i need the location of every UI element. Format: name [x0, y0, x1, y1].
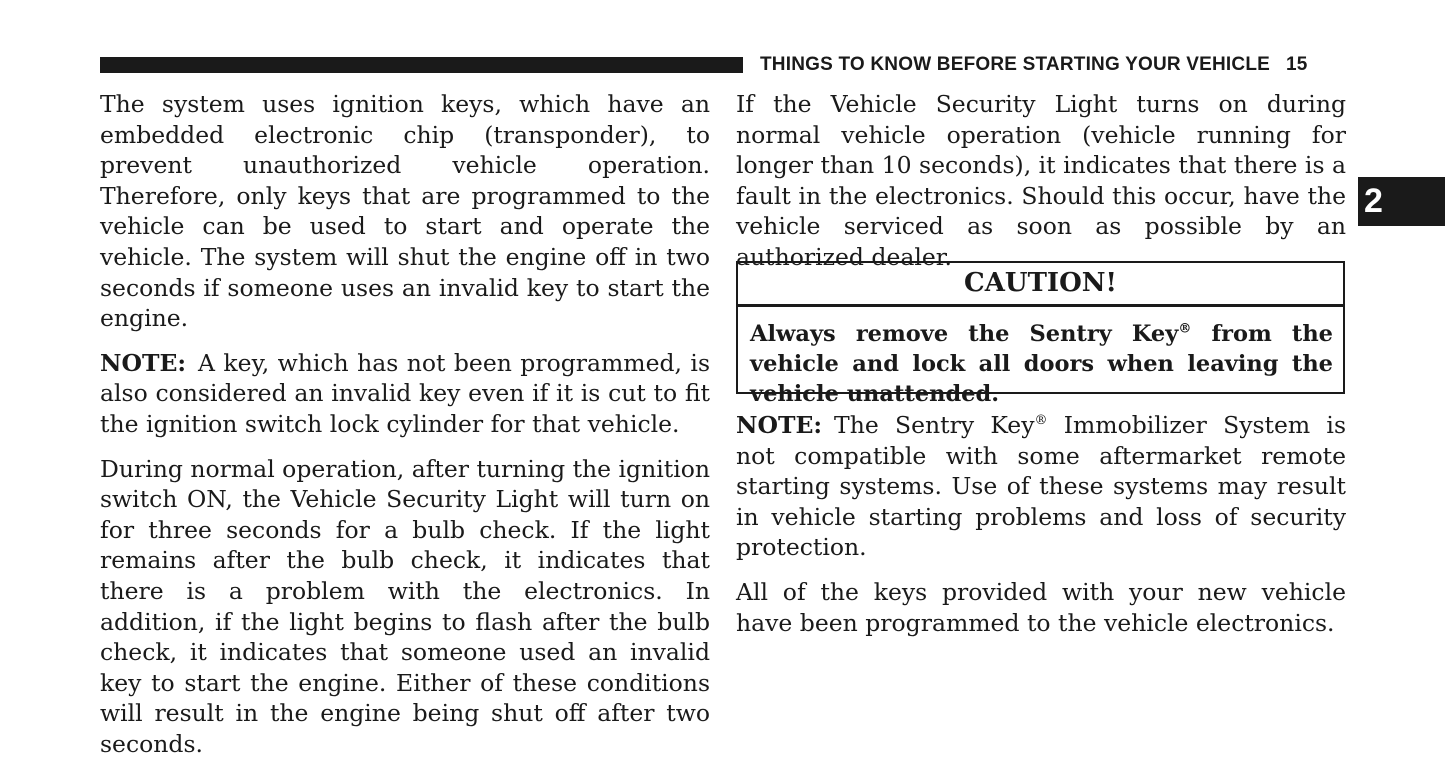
- right-column-bottom: [736, 410, 1346, 638]
- header-rule: [100, 57, 743, 73]
- chapter-tab: 2: [1358, 177, 1445, 226]
- paragraph-security-light: If the Vehicle Security Light turns on during normal vehicle operation (vehicle running for longer than 10 seconds), it indicates that there is a fault in the electronics. Should this occur, have the vehicle serviced as soon as possible by an authorized dealer.: [736, 90, 1346, 271]
- note-invalid-key: [100, 348, 710, 440]
- caution-text: Always remove the Sentry Key® from the vehicle and lock all doors when leaving the vehicle unattended.: [750, 321, 1333, 407]
- paragraph-ignition-keys: The system uses ignition keys, which have an embedded electronic chip (transponder), to prevent unauthorized vehicle operation. Therefore, only keys that are programmed to the vehicle can be used to start and operate the vehicle. The system will shut the engine off in two seconds if someone uses an invalid key to start the engine.: [100, 90, 710, 333]
- registered-mark: ®: [1178, 321, 1192, 337]
- left-column: [100, 89, 710, 759]
- caution-title: CAUTION!: [738, 263, 1343, 307]
- note-label: NOTE:: [736, 411, 823, 439]
- registered-mark: ®: [1034, 413, 1048, 429]
- note-immobilizer: NOTE: The Sentry Key® Immobilizer System is not compatible with some aftermarket remote starting systems. Use of these systems may result in vehicle starting problems and loss of security protection.: [736, 411, 1346, 562]
- paragraph-normal-operation: During normal operation, after turning the ignition switch ON, the Vehicle Security Light will turn on for three seconds for a bulb check. If the light remains after the bulb check, it indicates that there is a problem with the electronics. In addition, if the light begins to flash after the bulb check, it indicates that someone used an invalid key to start the engine. Either of these conditions will result in the engine being shut off after two seconds.: [100, 454, 710, 758]
- note-text: A key, which has not been programmed, is also considered an invalid key even if it is cut to fit the ignition switch lock cylinder for that vehicle.: [100, 348, 710, 438]
- running-header: [760, 54, 1350, 78]
- right-column-top: [736, 89, 1346, 273]
- running-title: THINGS TO KNOW BEFORE STARTING YOUR VEHICLE: [760, 54, 1271, 75]
- caution-box: [736, 261, 1345, 407]
- note-label: NOTE:: [100, 348, 187, 377]
- page-number: 15: [1286, 54, 1308, 75]
- paragraph-keys-programmed: All of the keys provided with your new vehicle have been programmed to the vehicle electronics.: [736, 577, 1346, 637]
